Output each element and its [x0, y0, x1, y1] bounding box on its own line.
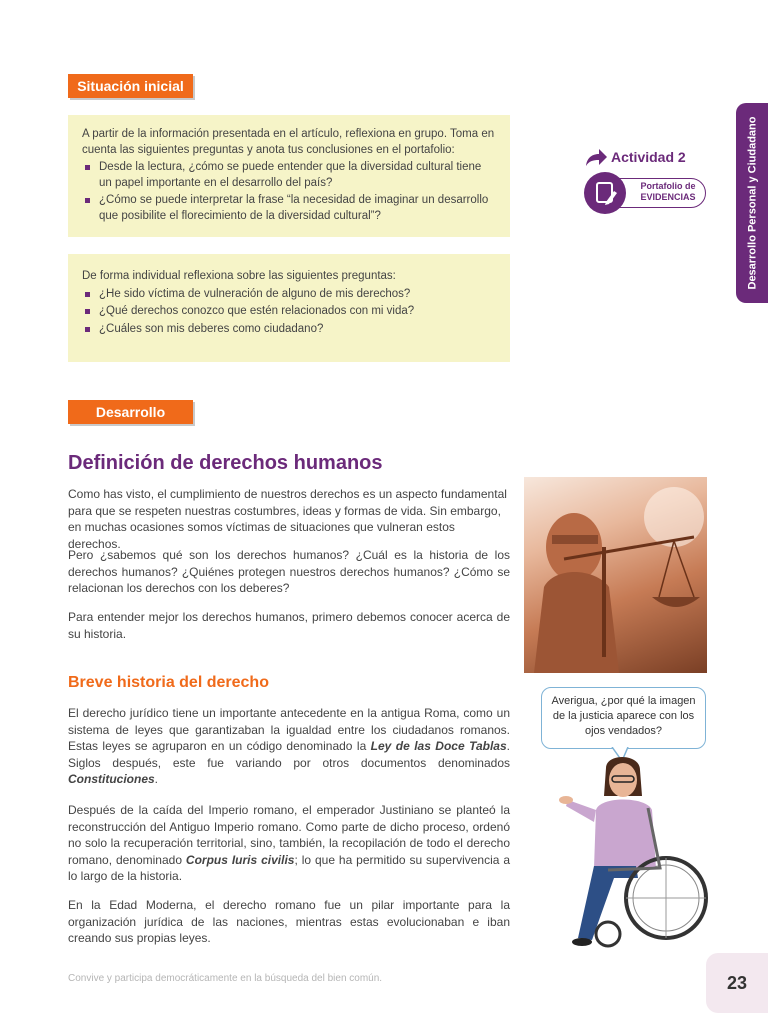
section-side-tab — [736, 103, 768, 303]
paragraph — [68, 802, 510, 885]
text-run: Después de la caída del Imperio romano, el emperador Justiniano se planteó la reconstrucción del Antiguo Imperio romano. Como parte de dicho proceso, ordenó no solo la recuperación territorial, sino, también, la recopilación de todo el derecho romano, denominado — [68, 803, 510, 867]
paragraph: Como has visto, el cumplimiento de nuestros derechos es un aspecto fundamental para que se respeten nuestras costumbres, ideas y formas de vida. Sin embargo, en muchas ocasiones somos víctimas de situaciones que vulneran estos derechos. — [68, 487, 507, 551]
list-item: ¿Cuáles son mis deberes como ciudadano? — [82, 322, 496, 338]
paragraph: Para entender mejor los derechos humanos, primero debemos conocer acerca de su historia. — [68, 610, 510, 641]
activity-badge — [584, 146, 709, 218]
situacion-inicial-tab: Situación inicial — [68, 74, 193, 98]
activity-label: Actividad 2 — [611, 149, 686, 165]
list-item: Desde la lectura, ¿cómo se puede entender que la diversidad cultural tiene un papel importante en el desarrollo del país? — [82, 160, 496, 191]
side-tab-label: Desarrollo Personal y Ciudadano — [746, 116, 758, 290]
page-number: 23 — [706, 953, 768, 1013]
portfolio-line1: Portafolio de — [640, 181, 696, 191]
box1-list — [82, 160, 496, 224]
reflection-box-individual — [68, 254, 510, 362]
subsection-heading: Breve historia del derecho — [68, 674, 269, 691]
constituciones-term: Constituciones — [68, 772, 155, 786]
box2-intro: De forma individual reflexiona sobre las siguientes preguntas: — [82, 270, 396, 282]
list-item: ¿He sido víctima de vulneración de alguno de mis derechos? — [82, 287, 496, 303]
paragraph: En la Edad Moderna, el derecho romano fue un pilar importante para la organización jurídica de las naciones, mientras estas evolucionaban e iban creando sus propias leyes. — [68, 898, 510, 945]
paragraph — [68, 705, 510, 788]
paragraph: Pero ¿sabemos qué son los derechos humanos? ¿Cuál es la historia de los derechos humanos? ¿Quiénes protegen nuestros derechos humanos? ¿Cómo se relacionan los derechos con los deberes? — [68, 548, 510, 595]
text-run: El derecho jurídico tiene un importante antecedente en la antigua Roma, como un sistema de leyes que garantizaban la igualdad entre los ciudadanos romanos. Estas leyes se agruparon en un código denominado la — [68, 706, 510, 753]
box1-intro: A partir de la información presentada en el artículo, reflexiona en grupo. Toma en cuenta las siguientes preguntas y anota tus conclusiones en el portafolio: — [82, 128, 495, 156]
text-run: . Siglos después, este fue variando por otros documentos denominados — [68, 739, 510, 770]
speech-text: Averigua, ¿por qué la imagen de la justicia aparece con los ojos vendados? — [551, 695, 696, 737]
footer-text: Convive y participa democráticamente en la búsqueda del bien común. — [68, 973, 383, 984]
text-run: . — [154, 772, 159, 786]
lady-justice-image — [524, 477, 707, 673]
desarrollo-tab: Desarrollo — [68, 400, 193, 424]
wheelchair-illustration — [548, 748, 708, 953]
speech-bubble — [541, 687, 706, 749]
list-item: ¿Qué derechos conozco que estén relacionados con mi vida? — [82, 304, 496, 320]
portfolio-line2: EVIDENCIAS — [640, 192, 696, 202]
list-item: ¿Cómo se puede interpretar la frase “la necesidad de imaginar un desarrollo que posibilite el florecimiento de la diversidad cultural”? — [82, 193, 496, 224]
text-run: ; lo que ha permitido su supervivencia a lo largo de la historia. — [68, 852, 511, 883]
arrow-icon — [584, 148, 608, 168]
portfolio-text — [630, 181, 706, 203]
ley-doce-tablas-term: Ley de las Doce Tablas — [370, 739, 507, 753]
section-heading: Definición de derechos humanos — [68, 452, 383, 474]
portfolio-pencil-icon — [584, 172, 626, 214]
reflection-box-group — [68, 115, 510, 237]
corpus-iuris-term: Corpus Iuris civilis — [185, 852, 295, 867]
box2-list — [82, 287, 496, 338]
